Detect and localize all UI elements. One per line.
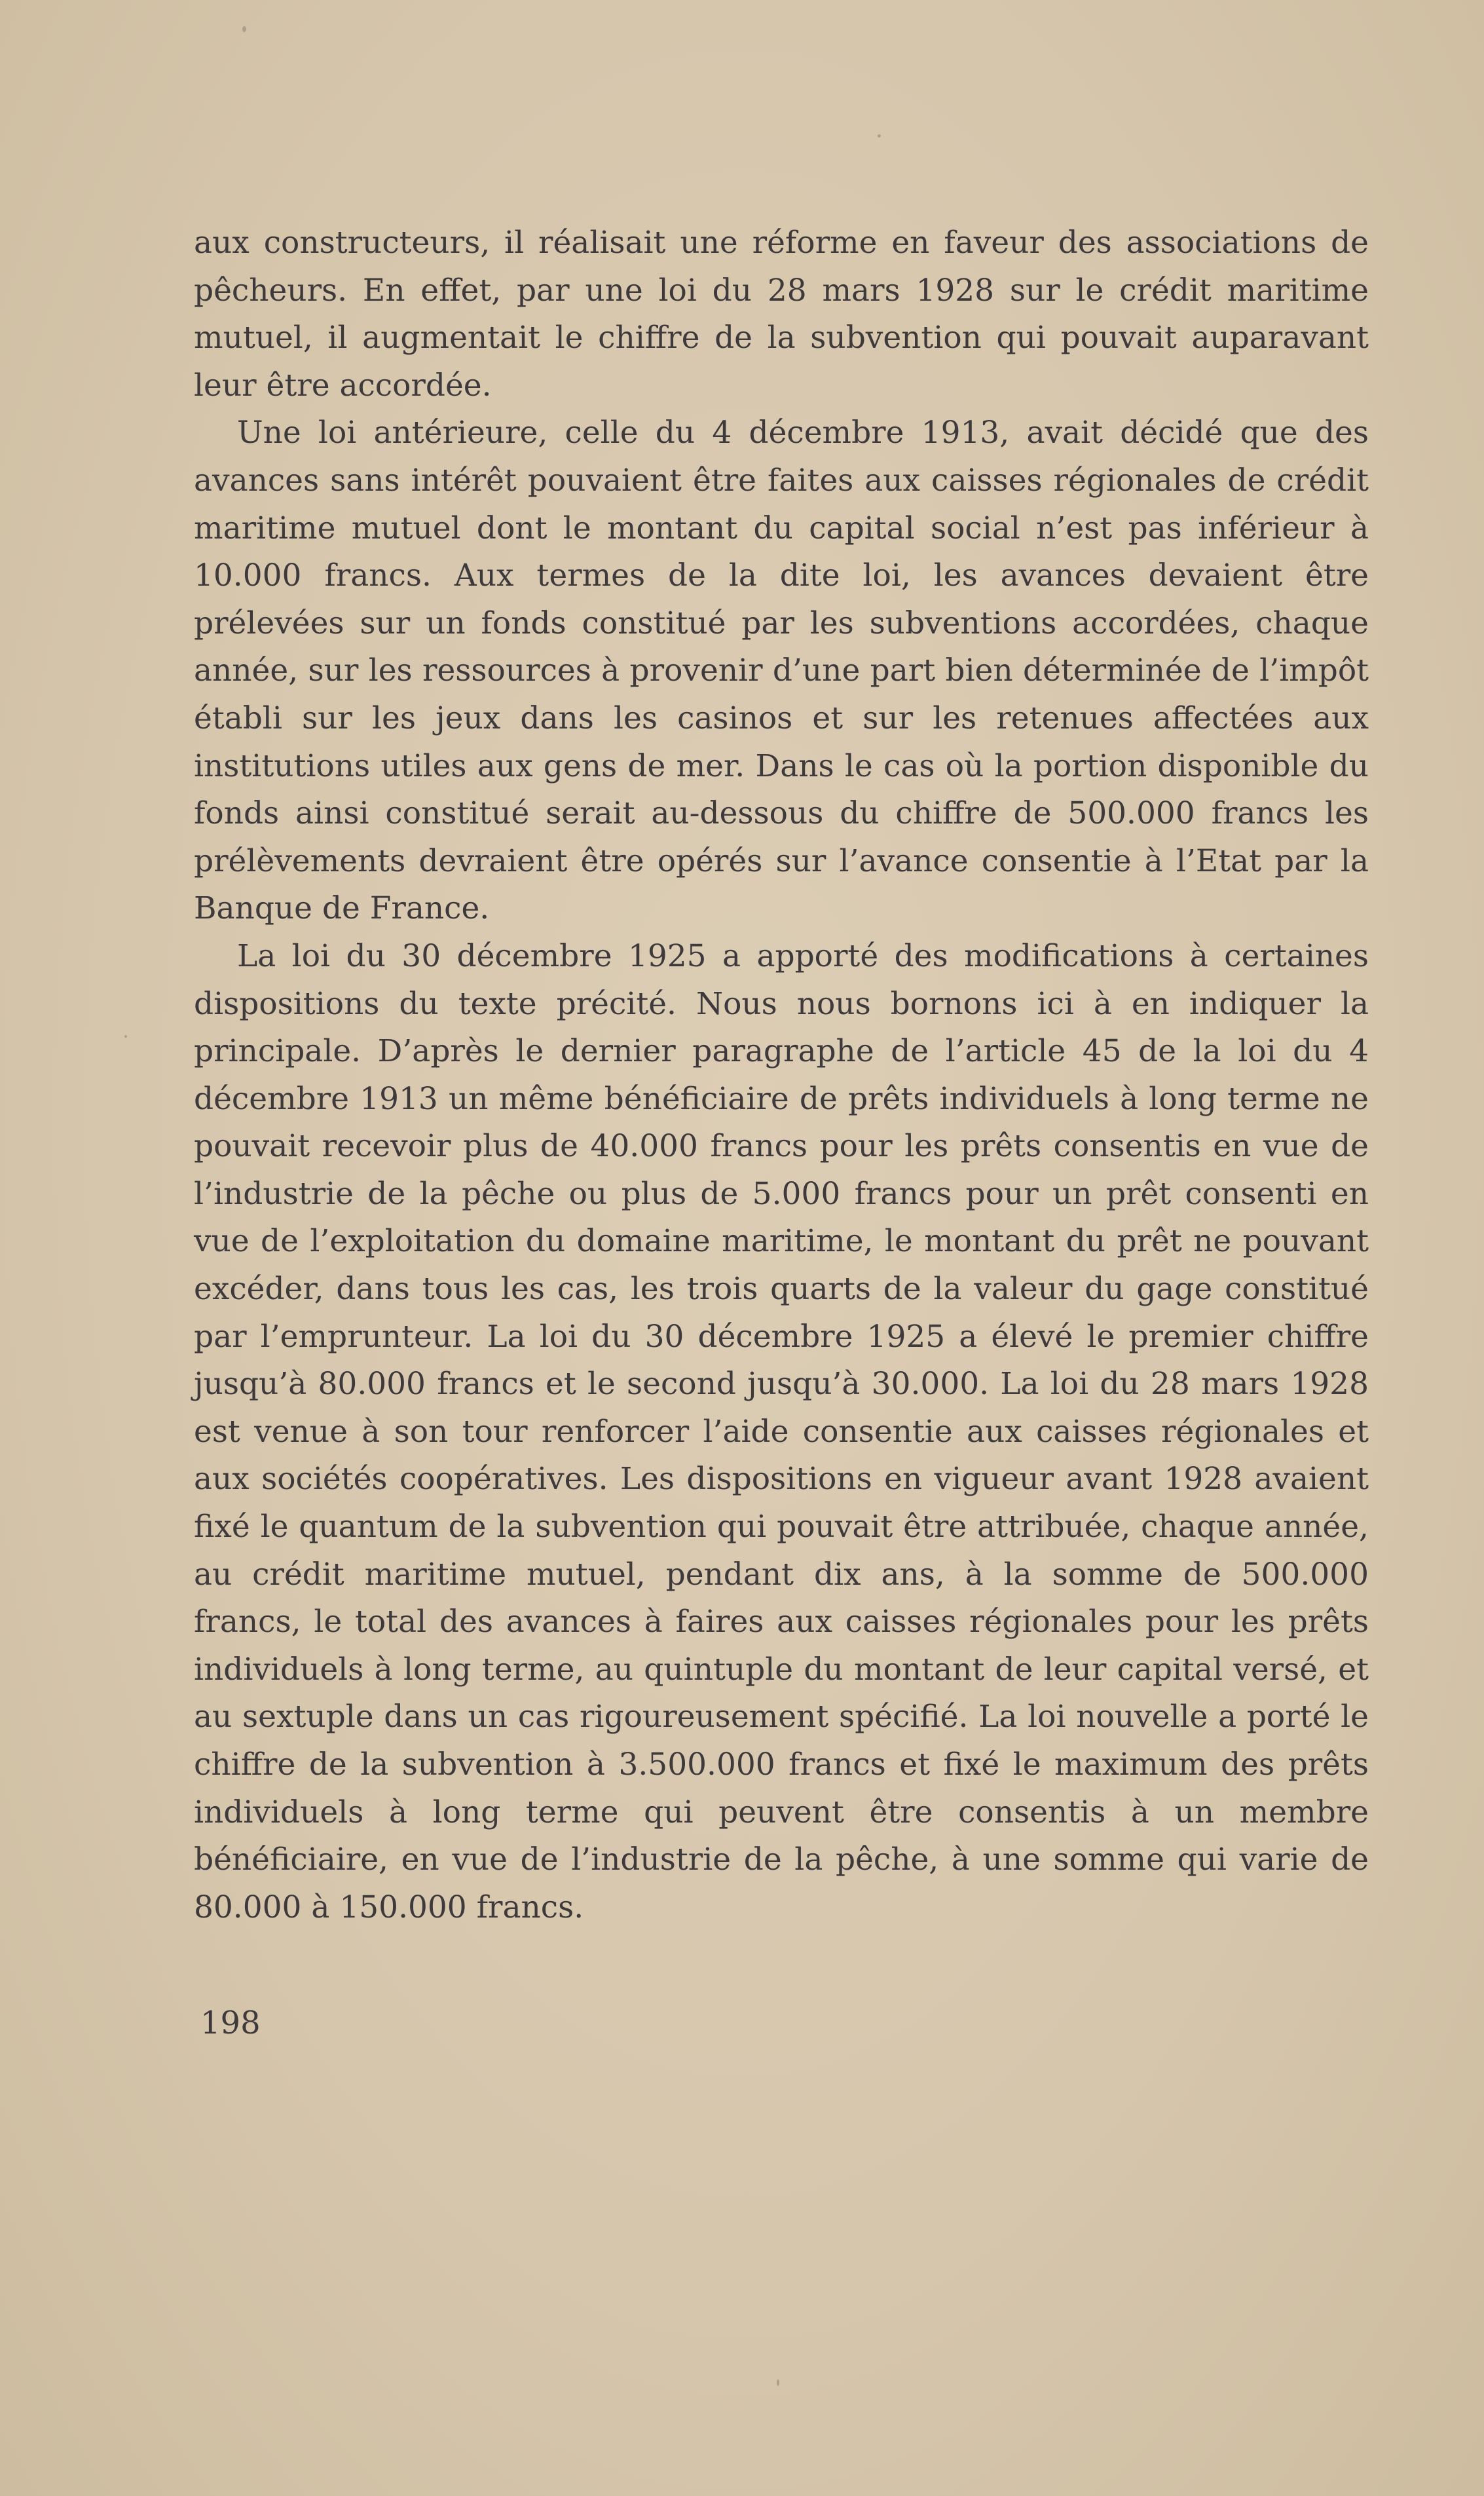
paper-speck	[242, 26, 246, 32]
paper-speck	[777, 2379, 779, 2386]
paragraph-2: Une loi antérieure, celle du 4 décembre 1913, avait décidé que des avances sans intérêt pouvaient être faites aux caisses régionales de crédit maritime mutuel dont le montant du capital social n’est pas inférieur à 10.000 francs. Aux termes de la dite loi, les avances devaient être prélevées sur un fonds constitué par les subventions accordées, chaque année, sur les ressources à provenir d’une part bien déterminée de l’impôt établi sur les jeux dans les casinos et sur les retenues affectées aux institutions utiles aux gens de mer. Dans le cas où la portion disponible du fonds ainsi constitué serait au-dessous du chiffre de 500.000 francs les prélèvements devraient être opérés sur l’avance consentie à l’Etat par la Banque de France.	[194, 415, 1369, 927]
paragraph-1: aux constructeurs, il réalisait une réforme en faveur des associations de pêcheurs. En effet, par une loi du 28 mars 1928 sur le crédit maritime mutuel, il augmentait le chiffre de la subvention qui pouvait auparavant leur être accordée.	[194, 225, 1369, 404]
body-text	[194, 219, 1369, 1931]
paper-speck	[878, 134, 881, 138]
paper-speck	[124, 1035, 127, 1038]
page-number: 198	[200, 2005, 261, 2041]
paragraph-3: La loi du 30 décembre 1925 a apporté des modifications à certaines dispositions du texte précité. Nous nous bornons ici à en indiquer la principale. D’après le dernier paragraphe de l’article 45 de la loi du 4 décembre 1913 un même bénéficiaire de prêts individuels à long terme ne pouvait recevoir plus de 40.000 francs pour les prêts consentis en vue de l’industrie de la pêche ou plus de 5.000 francs pour un prêt consenti en vue de l’exploitation du domaine maritime, le montant du prêt ne pouvant excéder, dans tous les cas, les trois quarts de la valeur du gage constitué par l’emprunteur. La loi du 30 décembre 1925 a élevé le premier chiffre jusqu’à 80.000 francs et le second jusqu’à 30.000. La loi du 28 mars 1928 est venue à son tour renforcer l’aide consentie aux caisses régionales et aux sociétés coopératives. Les dispositions en vigueur avant 1928 avaient fixé le quantum de la subvention qui pouvait être attribuée, chaque année, au crédit maritime mutuel, pendant dix ans, à la somme de 500.000 francs, le total des avances à faires aux caisses régionales pour les prêts individuels à long terme, au quintuple du montant de leur capital versé, et au sextuple dans un cas rigoureusement spécifié. La loi nouvelle a porté le chiffre de la subvention à 3.500.000 francs et fixé le maximum des prêts individuels à long terme qui peuvent être consentis à un membre bénéficiaire, en vue de l’industrie de la pêche, à une somme qui varie de 80.000 à 150.000 francs.	[194, 937, 1369, 1925]
